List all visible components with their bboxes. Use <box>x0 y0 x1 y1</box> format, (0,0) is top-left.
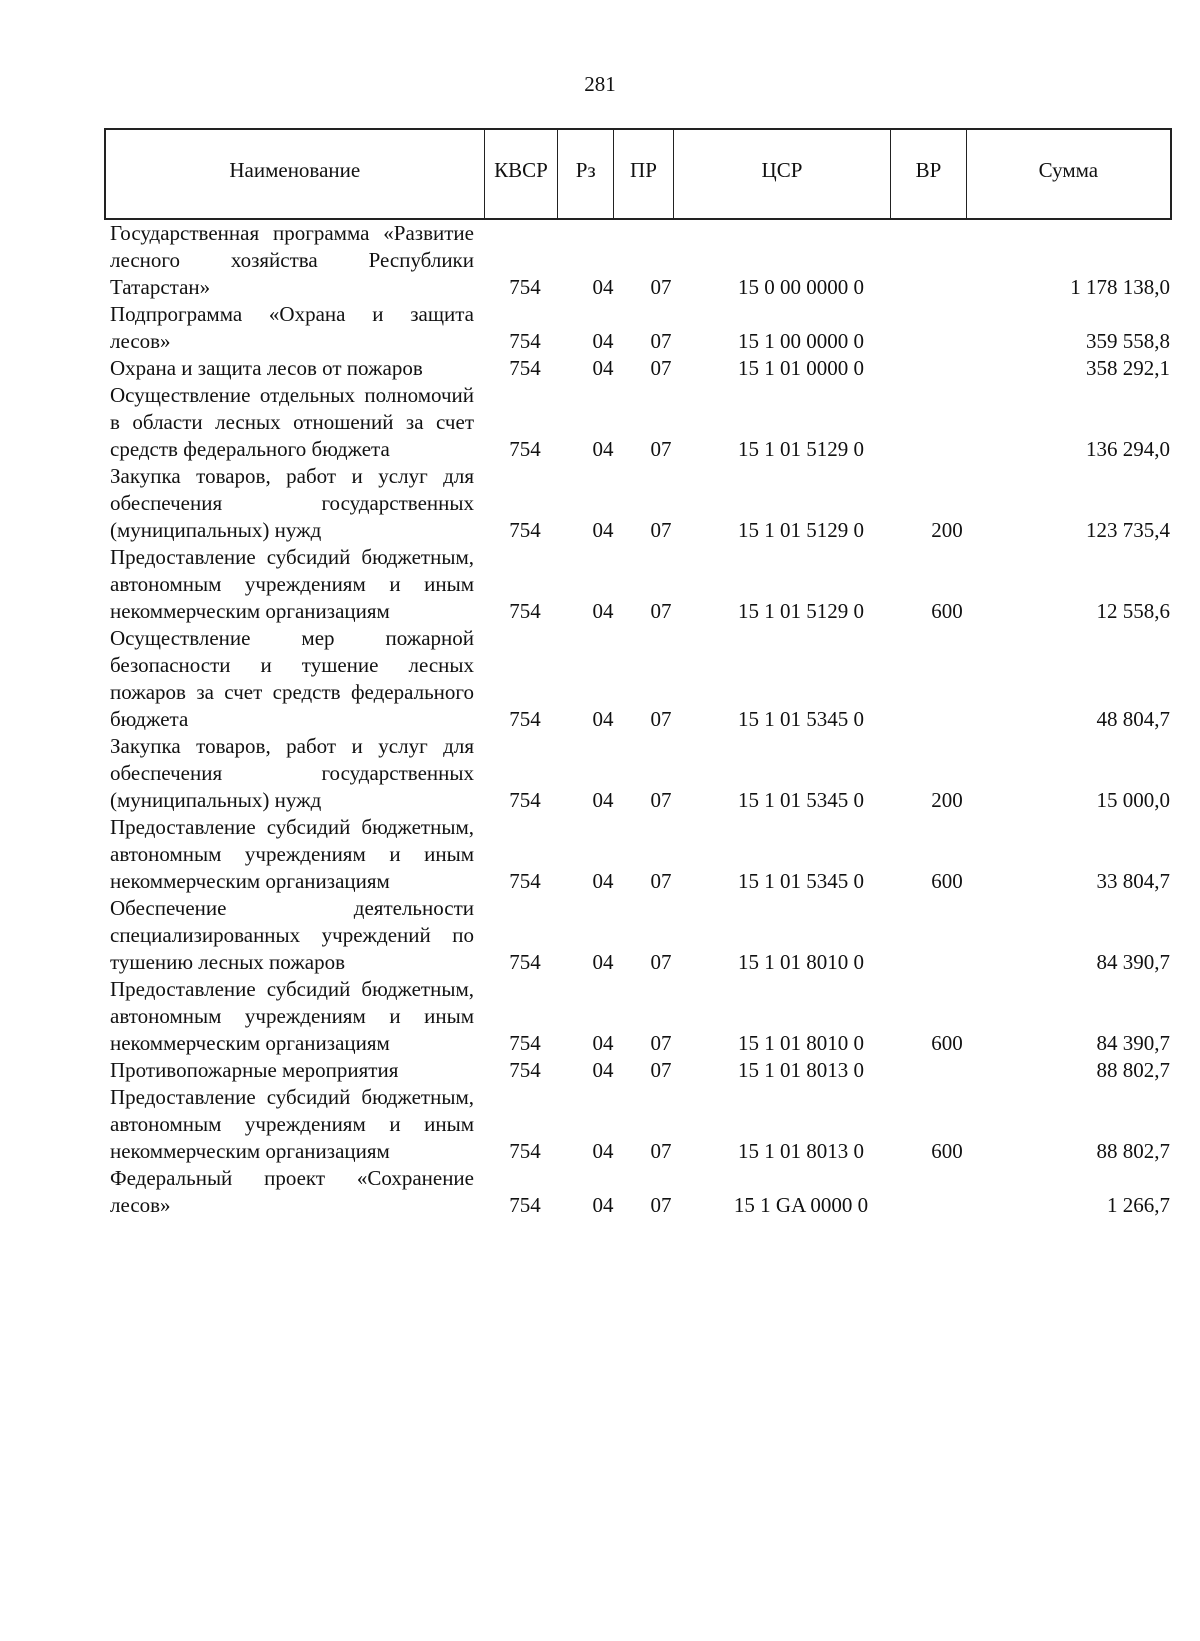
row-rz: 04 <box>592 599 614 623</box>
row-csr: 15 1 01 8010 0 <box>738 1031 864 1055</box>
row-csr: 15 1 01 5345 0 <box>738 869 864 893</box>
row-sum: 136 294,0 <box>1086 437 1170 461</box>
row-rz: 04 <box>592 329 614 353</box>
row-kvsr: 754 <box>509 518 541 542</box>
row-sum: 12 558,6 <box>1096 599 1170 623</box>
row-kvsr: 754 <box>509 869 541 893</box>
row-name: Охрана и защита лесов от пожаров <box>110 356 423 380</box>
row-name: Предоставление субсидий бюджетным, автономным учреждениям и иным некоммерческим организациям <box>110 977 474 1055</box>
table-row <box>110 976 1172 1057</box>
row-kvsr: 754 <box>509 950 541 974</box>
row-vr: 600 <box>931 869 963 893</box>
row-sum: 1 178 138,0 <box>1070 275 1170 299</box>
row-kvsr: 754 <box>509 1031 541 1055</box>
row-name: Закупка товаров, работ и услуг для обеспечения государственных (муниципальных) нужд <box>110 734 474 812</box>
row-name: Предоставление субсидий бюджетным, автономным учреждениям и иным некоммерческим организациям <box>110 1085 474 1163</box>
row-kvsr: 754 <box>509 437 541 461</box>
row-kvsr: 754 <box>509 329 541 353</box>
row-name: Осуществление отдельных полномочий в области лесных отношений за счет средств федерального бюджета <box>110 383 474 461</box>
table-row <box>110 1057 1172 1084</box>
row-csr: 15 1 01 0000 0 <box>738 356 864 380</box>
row-kvsr: 754 <box>509 356 541 380</box>
row-pr: 07 <box>650 275 672 299</box>
table-row <box>110 355 1172 382</box>
row-pr: 07 <box>650 518 672 542</box>
header-kvsr: КВСР <box>485 130 559 218</box>
row-rz: 04 <box>592 707 614 731</box>
row-kvsr: 754 <box>509 788 541 812</box>
row-csr: 15 1 00 0000 0 <box>738 329 864 353</box>
row-pr: 07 <box>650 437 672 461</box>
row-rz: 04 <box>592 437 614 461</box>
row-pr: 07 <box>650 1058 672 1082</box>
header-pr: ПР <box>614 130 674 218</box>
row-rz: 04 <box>592 275 614 299</box>
header-rz: Рз <box>558 130 614 218</box>
row-csr: 15 1 01 5345 0 <box>738 707 864 731</box>
row-rz: 04 <box>592 1193 614 1217</box>
row-kvsr: 754 <box>509 707 541 731</box>
row-vr: 600 <box>931 1031 963 1055</box>
row-csr: 15 1 01 5345 0 <box>738 788 864 812</box>
page-number: 281 <box>584 72 616 96</box>
row-sum: 84 390,7 <box>1096 1031 1170 1055</box>
row-kvsr: 754 <box>509 1139 541 1163</box>
row-csr: 15 1 01 5129 0 <box>738 599 864 623</box>
table-row <box>110 895 1172 976</box>
table-row <box>110 220 1172 301</box>
row-kvsr: 754 <box>509 1058 541 1082</box>
row-name: Предоставление субсидий бюджетным, автономным учреждениям и иным некоммерческим организациям <box>110 815 474 893</box>
row-name: Закупка товаров, работ и услуг для обеспечения государственных (муниципальных) нужд <box>110 464 474 542</box>
row-csr: 15 1 01 8013 0 <box>738 1058 864 1082</box>
row-sum: 84 390,7 <box>1096 950 1170 974</box>
table-row <box>110 1165 1172 1219</box>
row-vr: 600 <box>931 599 963 623</box>
table-header <box>104 128 1172 220</box>
row-pr: 07 <box>650 1193 672 1217</box>
header-name: Наименование <box>106 130 485 218</box>
row-vr: 200 <box>931 788 963 812</box>
row-name: Государственная программа «Развитие лесного хозяйства Республики Татарстан» <box>110 221 474 299</box>
row-csr: 15 1 01 5129 0 <box>738 518 864 542</box>
row-pr: 07 <box>650 1031 672 1055</box>
row-name: Обеспечение деятельности специализированных учреждений по тушению лесных пожаров <box>110 896 474 974</box>
table-row <box>110 814 1172 895</box>
header-sum: Сумма <box>1038 157 1099 182</box>
table-row <box>110 382 1172 463</box>
row-rz: 04 <box>592 869 614 893</box>
row-sum: 88 802,7 <box>1096 1058 1170 1082</box>
row-rz: 04 <box>592 950 614 974</box>
row-rz: 04 <box>592 788 614 812</box>
table-row <box>110 733 1172 814</box>
table-row <box>110 1084 1172 1165</box>
row-pr: 07 <box>650 1139 672 1163</box>
row-kvsr: 754 <box>509 1193 541 1217</box>
row-pr: 07 <box>650 707 672 731</box>
row-pr: 07 <box>650 329 672 353</box>
row-name: Подпрограмма «Охрана и защита лесов» <box>110 302 474 353</box>
row-name: Федеральный проект «Сохранение лесов» <box>110 1166 474 1217</box>
table-row <box>110 463 1172 544</box>
row-csr: 15 1 01 8013 0 <box>738 1139 864 1163</box>
row-csr: 15 1 GA 0000 0 <box>733 1193 869 1217</box>
header-csr: ЦСР <box>674 130 891 218</box>
row-pr: 07 <box>650 599 672 623</box>
row-sum: 359 558,8 <box>1086 329 1170 353</box>
row-pr: 07 <box>650 950 672 974</box>
table-body <box>110 220 1172 1219</box>
row-sum: 15 000,0 <box>1096 788 1170 812</box>
row-sum: 358 292,1 <box>1086 356 1170 380</box>
row-name: Осуществление мер пожарной безопасности и тушение лесных пожаров за счет средств федерального бюджета <box>110 626 474 731</box>
row-vr: 600 <box>931 1139 963 1163</box>
row-sum: 123 735,4 <box>1086 518 1170 542</box>
row-sum: 1 266,7 <box>1107 1193 1170 1217</box>
row-kvsr: 754 <box>509 275 541 299</box>
row-csr: 15 0 00 0000 0 <box>738 275 864 299</box>
table-row <box>110 301 1172 355</box>
row-name: Противопожарные мероприятия <box>110 1058 399 1082</box>
row-pr: 07 <box>650 869 672 893</box>
row-sum: 88 802,7 <box>1096 1139 1170 1163</box>
row-csr: 15 1 01 8010 0 <box>738 950 864 974</box>
row-csr: 15 1 01 5129 0 <box>738 437 864 461</box>
row-rz: 04 <box>592 1139 614 1163</box>
row-sum: 33 804,7 <box>1096 869 1170 893</box>
row-rz: 04 <box>592 1031 614 1055</box>
row-vr: 200 <box>931 518 963 542</box>
row-pr: 07 <box>650 356 672 380</box>
table-row <box>110 625 1172 733</box>
header-vr: ВР <box>891 130 967 218</box>
row-name: Предоставление субсидий бюджетным, автономным учреждениям и иным некоммерческим организациям <box>110 545 474 623</box>
row-kvsr: 754 <box>509 599 541 623</box>
row-rz: 04 <box>592 1058 614 1082</box>
row-rz: 04 <box>592 518 614 542</box>
row-pr: 07 <box>650 788 672 812</box>
table-row <box>110 544 1172 625</box>
row-sum: 48 804,7 <box>1096 707 1170 731</box>
row-rz: 04 <box>592 356 614 380</box>
